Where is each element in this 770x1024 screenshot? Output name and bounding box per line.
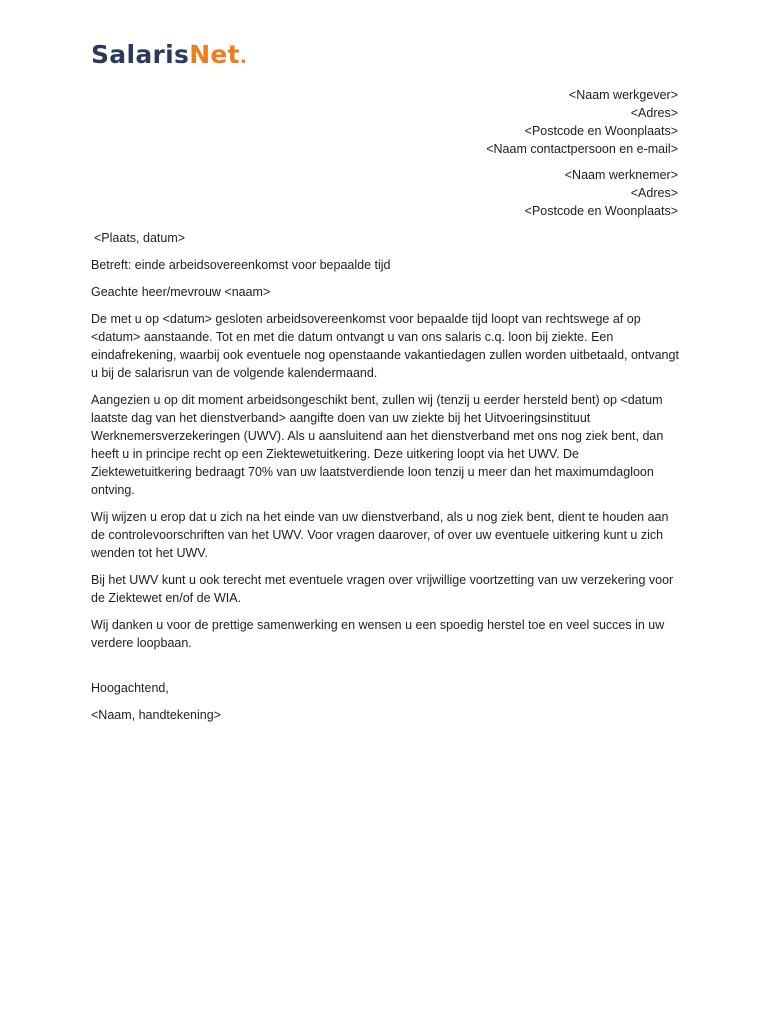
paragraph: Wij wijzen u erop dat u zich na het einde van uw dienstverband, als u nog ziek bent, dient te houden aan de controlevoorschriften van het UWV. Voor vragen daarover, of over uw eventuele uitkering kunt u zich wenden tot het UWV. bbox=[91, 510, 669, 560]
employer-contact: <Naam contactpersoon en e-mail> bbox=[486, 142, 678, 156]
logo-text-net: Net bbox=[189, 40, 240, 69]
employee-postcode-city: <Postcode en Woonplaats> bbox=[524, 204, 678, 218]
employer-address: <Adres> bbox=[630, 106, 678, 120]
paragraph: Wij danken u voor de prettige samenwerking en wensen u een spoedig herstel toe en veel succes in uw verdere loopbaan. bbox=[91, 618, 665, 650]
spacer bbox=[91, 661, 681, 679]
employee-name: <Naam werknemer> bbox=[564, 168, 678, 182]
subject-line: Betreft: einde arbeidsovereenkomst voor bepaalde tijd bbox=[91, 258, 391, 272]
paragraph: Bij het UWV kunt u ook terecht met eventuele vragen over vrijwillige voortzetting van uw verzekering voor de Ziektewet en/of de WIA. bbox=[91, 573, 674, 605]
salarisnet-logo bbox=[91, 40, 247, 73]
closing: Hoogachtend, bbox=[91, 681, 169, 695]
employee-address-block bbox=[525, 166, 678, 220]
paragraph: De met u op <datum> gesloten arbeidsovereenkomst voor bepaalde tijd loopt van rechtswege af op <datum> aanstaande. Tot en met die datum ontvangt u van ons salaris c.q. loon bij ziekte. Een eindafrekening, waarbij ook eventuele nog openstaande vakantiedagen zullen worden uitbetaald, ontvangt u bij de salarisrun van de volgende kalendermaand. bbox=[91, 312, 679, 380]
signature-placeholder: <Naam, handtekening> bbox=[91, 708, 221, 722]
logo-dot: . bbox=[239, 47, 248, 68]
paragraph: Aangezien u op dit moment arbeidsongeschikt bent, zullen wij (tenzij u eerder hersteld bent) op <datum laatste dag van het dienstverband> aangifte doen van uw ziekte bij het Uitvoeringsinstituut Werknemersverzekeringen (UWV). Als u aansluitend aan het dienstverband met ons nog ziek bent, dan heeft u in principe recht op een Ziektewetuitkering. Deze uitkering loopt via het UWV. De Ziektewetuitkering bedraagt 70% van uw laatstverdiende loon tenzij u meer dan het maximumdagloon ontving. bbox=[91, 393, 664, 497]
logo-text-salaris: Salaris bbox=[91, 40, 190, 69]
employee-address: <Adres> bbox=[630, 186, 678, 200]
salutation: Geachte heer/mevrouw <naam> bbox=[91, 285, 271, 299]
place-date: <Plaats, datum> bbox=[94, 231, 186, 245]
employer-address-block bbox=[486, 86, 678, 158]
employer-postcode-city: <Postcode en Woonplaats> bbox=[524, 124, 678, 138]
employer-name: <Naam werkgever> bbox=[568, 88, 678, 102]
letter-body bbox=[91, 229, 681, 733]
